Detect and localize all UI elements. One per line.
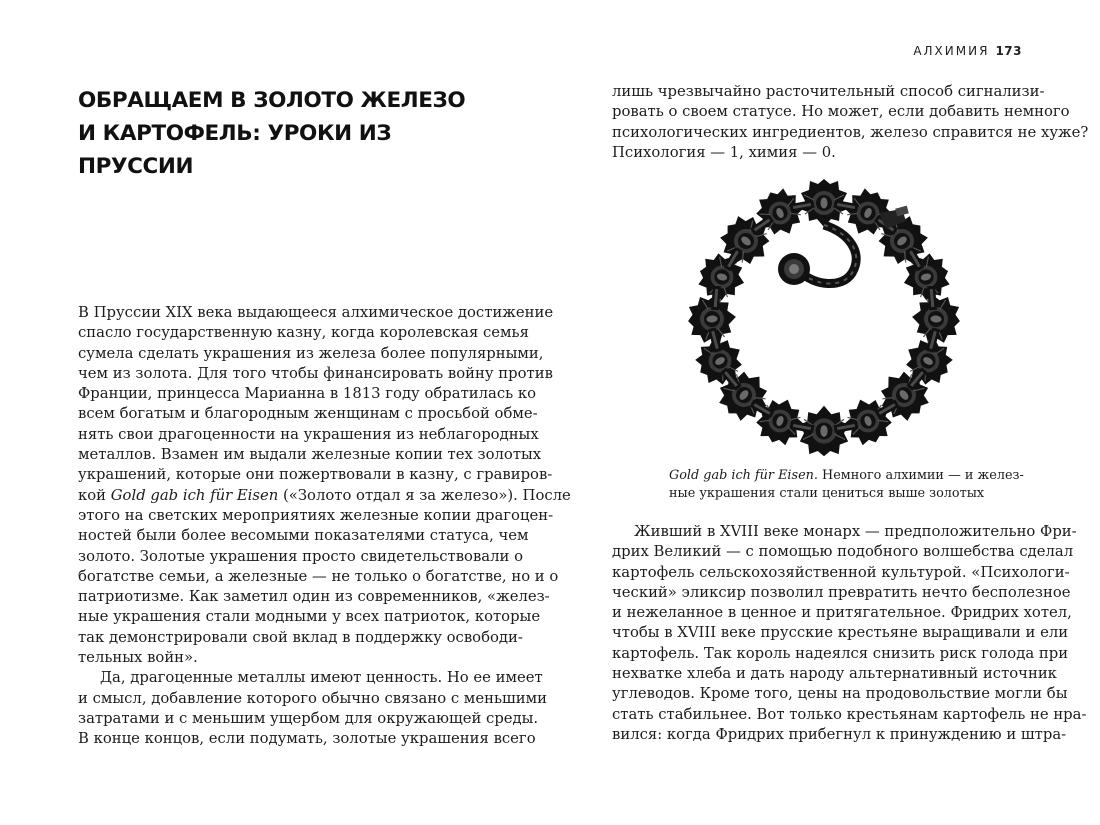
text-line: затратами и с меньшим ущербом для окружающей среды. <box>78 709 539 727</box>
text-line: чтобы в XVIII веке прусские крестьяне выращивали и ели <box>612 624 1069 642</box>
necklace-chain <box>686 179 962 456</box>
chapter-title <box>78 84 498 183</box>
text-line: ческий» эликсир позволил превратить нечто бесполезное <box>612 583 1071 601</box>
running-title: АЛХИМИЯ <box>913 44 990 58</box>
text-line: дрих Великий — с помощью подобного волшебства сделал <box>612 543 1074 561</box>
right-top-text <box>612 82 1089 163</box>
right-page <box>612 0 1089 825</box>
text-fragment: («Золото отдал я за железо»). После <box>278 486 571 504</box>
left-body-text <box>78 303 571 750</box>
text-line: спасло государственную казну, когда королевская семья <box>78 324 529 342</box>
caption-italic: Gold gab ich für Eisen. <box>669 468 818 483</box>
text-line: Психология — 1, химия — 0. <box>612 143 836 161</box>
necklace-illustration <box>674 173 974 463</box>
text-line: психологических ингредиентов, железо справится не хуже? <box>612 123 1089 141</box>
text-line: вился: когда Фридрих прибегнул к принуждению и штра- <box>612 725 1067 743</box>
text-line: ровать о своем статусе. Но может, если добавить немного <box>612 103 1070 121</box>
page-number: 173 <box>995 44 1022 58</box>
chapter-title-line: ОБРАЩАЕМ В ЗОЛОТО ЖЕЛЕЗО <box>78 88 466 113</box>
text-line: всем богатым и благородным женщинам с просьбой обме- <box>78 405 538 423</box>
text-line: украшений, которые они пожертвовали в казну, с гравиров- <box>78 466 553 484</box>
text-line: металлов. Взамен им выдали железные копии тех золотых <box>78 446 542 464</box>
text-line: углеводов. Кроме того, цены на продовольствие могли бы <box>612 685 1068 703</box>
text-line: сумела сделать украшения из железа более популярными, <box>78 344 544 362</box>
text-line: Франции, принцесса Марианна в 1813 году обратилась ко <box>78 385 537 403</box>
text-line: чем из золота. Для того чтобы финансировать войну против <box>78 364 553 382</box>
text-line: В конце концов, если подумать, золотые украшения всего <box>78 730 536 748</box>
text-line: этого на светских мероприятиях железные копии драгоцен- <box>78 506 554 524</box>
chapter-title-line: И КАРТОФЕЛЬ: УРОКИ ИЗ ПРУССИИ <box>78 121 392 179</box>
text-line: нехватке хлеба и дать народу альтернативный источник <box>612 665 1057 683</box>
text-line: тельных войн». <box>78 649 198 667</box>
text-line: и смысл, добавление которого обычно связано с меньшими <box>78 689 547 707</box>
text-fragment: кой <box>78 486 111 504</box>
text-line: ные украшения стали модными у всех патриоток, которые <box>78 608 541 626</box>
text-line: стать стабильнее. Вот только крестьянам картофель не нра- <box>612 705 1087 723</box>
text-line: Живший в XVIII веке монарх — предположительно Фри- <box>634 523 1077 540</box>
text-line <box>78 486 571 506</box>
caption-line <box>669 467 1024 485</box>
right-bottom-text <box>612 522 1087 745</box>
text-line: В Пруссии XIX века выдающееся алхимическое достижение <box>78 304 554 321</box>
text-line: Да, драгоценные металлы имеют ценность. Но ее имеет <box>100 669 543 687</box>
caption-text: Немного алхимии — и желез- <box>817 468 1024 483</box>
german-motto: Gold gab ich für Eisen <box>110 486 279 504</box>
text-line: ностей были более весомыми показателями статуса, чем <box>78 527 529 545</box>
text-line: так демонстрировали свой вклад в поддержку освободи- <box>78 628 523 646</box>
text-line: картофель сельскохозяйственной культурой. «Психологи- <box>612 563 1070 581</box>
text-line: лишь чрезвычайно расточительный способ сигнализи- <box>612 83 1045 100</box>
text-line: нять свои драгоценности на украшения из неблагородных <box>78 425 539 443</box>
left-page <box>78 0 571 825</box>
text-line: золото. Золотые украшения просто свидетельствовали о <box>78 547 523 565</box>
caption-line: ные украшения стали цениться выше золотых <box>669 486 985 501</box>
text-line: и нежеланное в ценное и притягательное. Фридрих хотел, <box>612 604 1072 622</box>
text-line: картофель. Так король надеялся снизить риск голода при <box>612 644 1069 662</box>
figure-caption <box>669 467 1024 503</box>
text-line: богатстве семьи, а железные — не только о богатстве, но и о <box>78 567 559 585</box>
necklace-figure <box>674 173 974 463</box>
text-line: патриотизме. Как заметил один из современников, «желез- <box>78 588 550 606</box>
